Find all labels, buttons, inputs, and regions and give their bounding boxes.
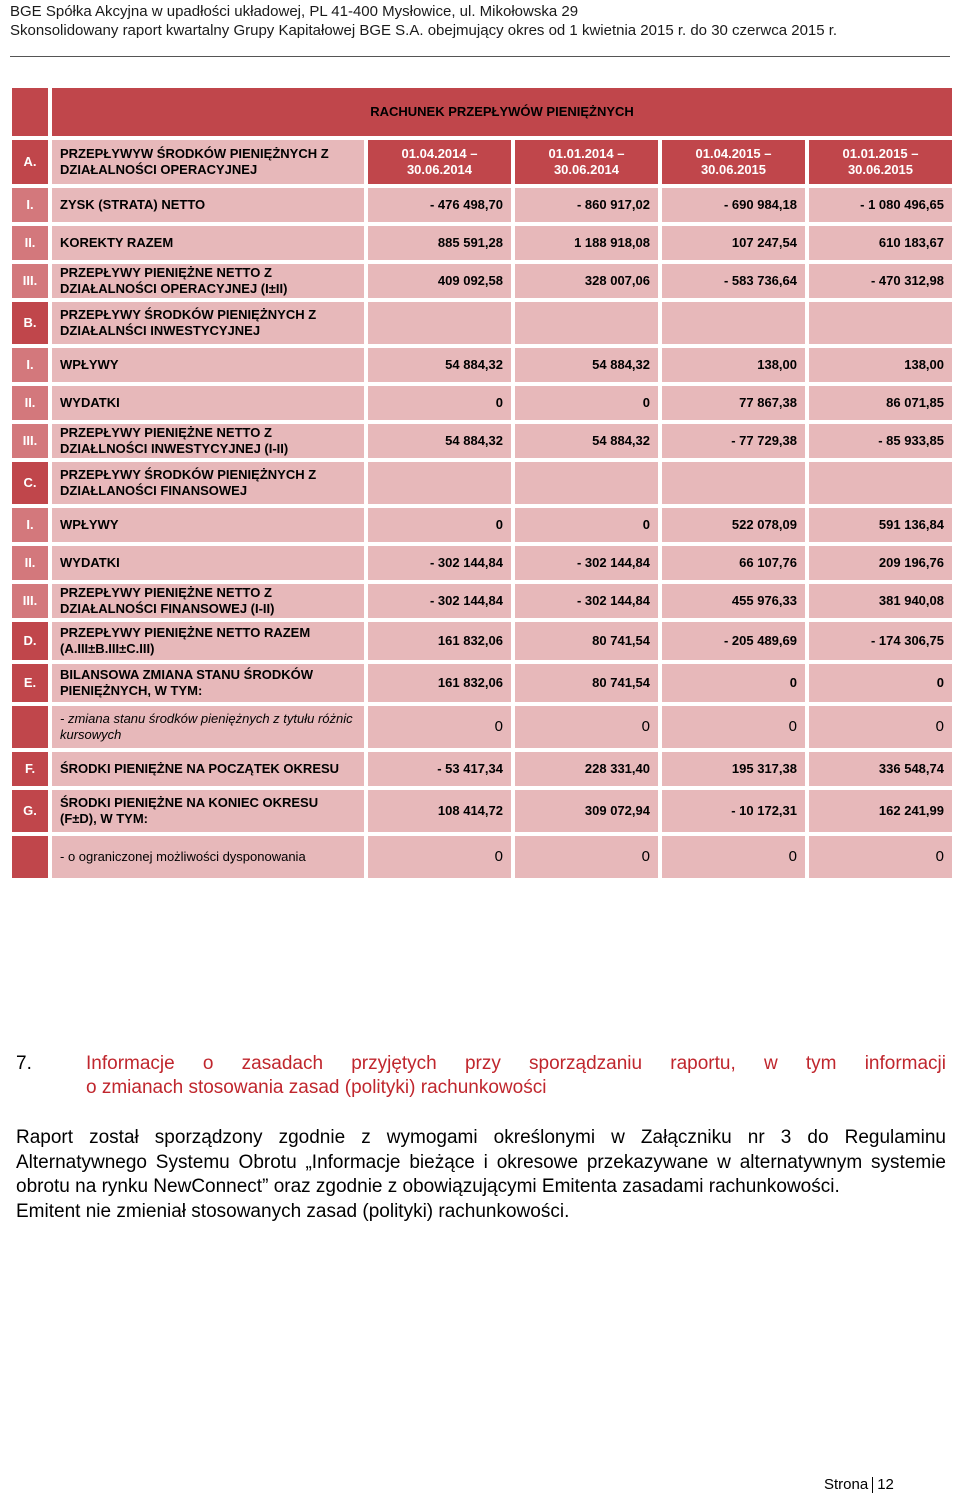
table-row — [12, 790, 952, 832]
row-label: PRZEPŁYWY ŚRODKÓW PIENIĘŻNYCH Z DZIAŁLANOŚCI FINANSOWEJ — [52, 462, 364, 504]
value-cell: - 302 144,84 — [368, 584, 511, 618]
row-label: PRZEPŁYWY PIENIĘŻNE NETTO Z DZIAŁLNOŚCI INWESTYCYJNEJ (I-II) — [52, 424, 364, 458]
value-cell: - 302 144,84 — [515, 584, 658, 618]
value-cell: 0 — [662, 836, 805, 878]
value-cell: - 174 306,75 — [809, 622, 952, 660]
value-cell: 0 — [809, 664, 952, 702]
section-number: 7. — [16, 1053, 32, 1074]
value-cell: - 53 417,34 — [368, 752, 511, 786]
row-code: II. — [12, 226, 48, 260]
row-label: - o ograniczonej możliwości dysponowania — [52, 836, 364, 878]
value-cell: 195 317,38 — [662, 752, 805, 786]
value-cell: 0 — [368, 836, 511, 878]
value-cell: - 690 984,18 — [662, 188, 805, 222]
value-cell: 409 092,58 — [368, 264, 511, 298]
row-code: I. — [12, 188, 48, 222]
table-row — [12, 462, 952, 504]
value-cell — [662, 302, 805, 344]
value-cell: 161 832,06 — [368, 664, 511, 702]
period-header: 01.04.2015 – 30.06.2015 — [662, 140, 805, 184]
row-label: KOREKTY RAZEM — [52, 226, 364, 260]
value-cell: 0 — [809, 836, 952, 878]
table-row — [12, 584, 952, 618]
row-code: III. — [12, 264, 48, 298]
value-cell: 0 — [368, 508, 511, 542]
row-code: I. — [12, 348, 48, 382]
value-cell: 54 884,32 — [368, 424, 511, 458]
value-cell: - 302 144,84 — [368, 546, 511, 580]
value-cell: 54 884,32 — [515, 424, 658, 458]
row-code: I. — [12, 508, 48, 542]
table-row — [12, 264, 952, 298]
value-cell: 0 — [515, 508, 658, 542]
table-title-row — [12, 88, 952, 136]
value-cell: 0 — [662, 706, 805, 748]
value-cell: - 10 172,31 — [662, 790, 805, 832]
paragraph-2: Emitent nie zmieniał stosowanych zasad (polityki) rachunkowości. — [16, 1200, 570, 1222]
value-cell: 66 107,76 — [662, 546, 805, 580]
value-cell: 0 — [515, 836, 658, 878]
period-header: 01.01.2015 – 30.06.2015 — [809, 140, 952, 184]
row-label: ZYSK (STRATA) NETTO — [52, 188, 364, 222]
value-cell: 0 — [662, 664, 805, 702]
value-cell: 522 078,09 — [662, 508, 805, 542]
row-label: PRZEPŁYWY PIENIĘŻNE NETTO RAZEM (A.III±B.III±C.III) — [52, 622, 364, 660]
footer-divider — [872, 1477, 873, 1493]
value-cell — [515, 302, 658, 344]
value-cell: 309 072,94 — [515, 790, 658, 832]
row-label: BILANSOWA ZMIANA STANU ŚRODKÓW PIENIĘŻNYCH, W TYM: — [52, 664, 364, 702]
value-cell: - 302 144,84 — [515, 546, 658, 580]
header-line-1: BGE Spółka Akcyjna w upadłości układowej, PL 41-400 Mysłowice, ul. Mikołowska 29 — [10, 3, 579, 20]
row-code — [12, 706, 48, 748]
value-cell — [368, 302, 511, 344]
page-footer — [824, 1476, 894, 1493]
value-cell: 86 071,85 — [809, 386, 952, 420]
value-cell: 108 414,72 — [368, 790, 511, 832]
table-title: RACHUNEK PRZEPŁYWÓW PIENIĘŻNYCH — [52, 88, 952, 136]
row-code: A. — [12, 140, 48, 184]
value-cell: 161 832,06 — [368, 622, 511, 660]
value-cell: - 860 917,02 — [515, 188, 658, 222]
row-code: E. — [12, 664, 48, 702]
row-label: WPŁYWY — [52, 508, 364, 542]
header-line-2: Skonsolidowany raport kwartalny Grupy Kapitałowej BGE S.A. obejmujący okres od 1 kwietnia 2015 r. do 30 czerwca 2015 r. — [10, 22, 838, 39]
document-header — [10, 2, 837, 40]
period-header: 01.01.2014 – 30.06.2014 — [515, 140, 658, 184]
value-cell: - 470 312,98 — [809, 264, 952, 298]
value-cell: 80 741,54 — [515, 664, 658, 702]
table-row — [12, 302, 952, 344]
value-cell — [809, 462, 952, 504]
table-row — [12, 836, 952, 878]
row-code: G. — [12, 790, 48, 832]
section-title-line-2: o zmianach stosowania zasad (polityki) rachunkowości — [86, 1077, 547, 1098]
table-row — [12, 508, 952, 542]
value-cell: 54 884,32 — [515, 348, 658, 382]
row-code: F. — [12, 752, 48, 786]
period-header: 01.04.2014 – 30.06.2014 — [368, 140, 511, 184]
row-code: II. — [12, 386, 48, 420]
table-row — [12, 546, 952, 580]
table-row — [12, 622, 952, 660]
row-code: C. — [12, 462, 48, 504]
page-number: 12 — [877, 1476, 894, 1493]
table-row — [12, 664, 952, 702]
value-cell: 381 940,08 — [809, 584, 952, 618]
value-cell: 54 884,32 — [368, 348, 511, 382]
value-cell: 0 — [809, 706, 952, 748]
header-rule — [10, 56, 950, 57]
value-cell: 1 188 918,08 — [515, 226, 658, 260]
table-row — [12, 226, 952, 260]
table-row — [12, 424, 952, 458]
row-label: ŚRODKI PIENIĘŻNE NA KONIEC OKRESU (F±D), W TYM: — [52, 790, 364, 832]
value-cell: 0 — [515, 386, 658, 420]
value-cell: - 583 736,64 — [662, 264, 805, 298]
value-cell: 0 — [368, 706, 511, 748]
value-cell: 455 976,33 — [662, 584, 805, 618]
value-cell — [662, 462, 805, 504]
table-row — [12, 752, 952, 786]
row-code — [12, 836, 48, 878]
value-cell: - 205 489,69 — [662, 622, 805, 660]
value-cell: 328 007,06 — [515, 264, 658, 298]
value-cell: - 476 498,70 — [368, 188, 511, 222]
value-cell: 228 331,40 — [515, 752, 658, 786]
value-cell: 0 — [515, 706, 658, 748]
value-cell: 162 241,99 — [809, 790, 952, 832]
table-row — [12, 706, 952, 748]
cash-flow-table — [8, 84, 956, 882]
value-cell: - 1 080 496,65 — [809, 188, 952, 222]
value-cell: - 77 729,38 — [662, 424, 805, 458]
row-label: PRZEPŁYWYW ŚRODKÓW PIENIĘŻNYCH Z DZIAŁALNOŚCI OPERACYJNEJ — [52, 140, 364, 184]
table-row — [12, 140, 952, 184]
row-label: WPŁYWY — [52, 348, 364, 382]
row-code: II. — [12, 546, 48, 580]
value-cell: 138,00 — [662, 348, 805, 382]
value-cell: 591 136,84 — [809, 508, 952, 542]
row-label: PRZEPŁYWY ŚRODKÓW PIENIĘŻNYCH Z DZIAŁALNŚCI INWESTYCYJNEJ — [52, 302, 364, 344]
row-label: ŚRODKI PIENIĘŻNE NA POCZĄTEK OKRESU — [52, 752, 364, 786]
value-cell: 209 196,76 — [809, 546, 952, 580]
paragraph-1: Raport został sporządzony zgodnie z wymogami określonymi w Załączniku nr 3 do Regulaminu Alternatywnego Systemu Obrotu „Informacje bieżące i okresowe przekazywane w alternatywnym systemie obrotu na rynku NewConnect” oraz zgodnie z obowiązującymi Emitenta zasadami rachunkowości. — [16, 1127, 946, 1197]
section-title-line-1: Informacje o zasadach przyjętych przy sporządzaniu raportu, w tym informacji — [86, 1053, 946, 1074]
value-cell — [368, 462, 511, 504]
row-label: WYDATKI — [52, 386, 364, 420]
table-row — [12, 386, 952, 420]
value-cell — [515, 462, 658, 504]
value-cell: - 85 933,85 — [809, 424, 952, 458]
section-body — [16, 1126, 946, 1224]
row-code: B. — [12, 302, 48, 344]
value-cell: 885 591,28 — [368, 226, 511, 260]
value-cell: 107 247,54 — [662, 226, 805, 260]
row-code: III. — [12, 584, 48, 618]
row-label: PRZEPŁYWY PIENIĘŻNE NETTO Z DZIAŁALNOŚCI FINANSOWEJ (I-II) — [52, 584, 364, 618]
row-label: WYDATKI — [52, 546, 364, 580]
value-cell: 80 741,54 — [515, 622, 658, 660]
page-label: Strona — [824, 1476, 869, 1493]
table-row — [12, 188, 952, 222]
row-label: - zmiana stanu środków pieniężnych z tytułu różnic kursowych — [52, 706, 364, 748]
value-cell: 610 183,67 — [809, 226, 952, 260]
value-cell: 0 — [368, 386, 511, 420]
value-cell — [809, 302, 952, 344]
value-cell: 138,00 — [809, 348, 952, 382]
table-row — [12, 348, 952, 382]
row-label: PRZEPŁYWY PIENIĘŻNE NETTO Z DZIAŁALNOŚCI OPERACYJNEJ (I±II) — [52, 264, 364, 298]
row-code: III. — [12, 424, 48, 458]
value-cell: 77 867,38 — [662, 386, 805, 420]
value-cell: 336 548,74 — [809, 752, 952, 786]
row-code: D. — [12, 622, 48, 660]
section-heading — [16, 1052, 946, 1100]
